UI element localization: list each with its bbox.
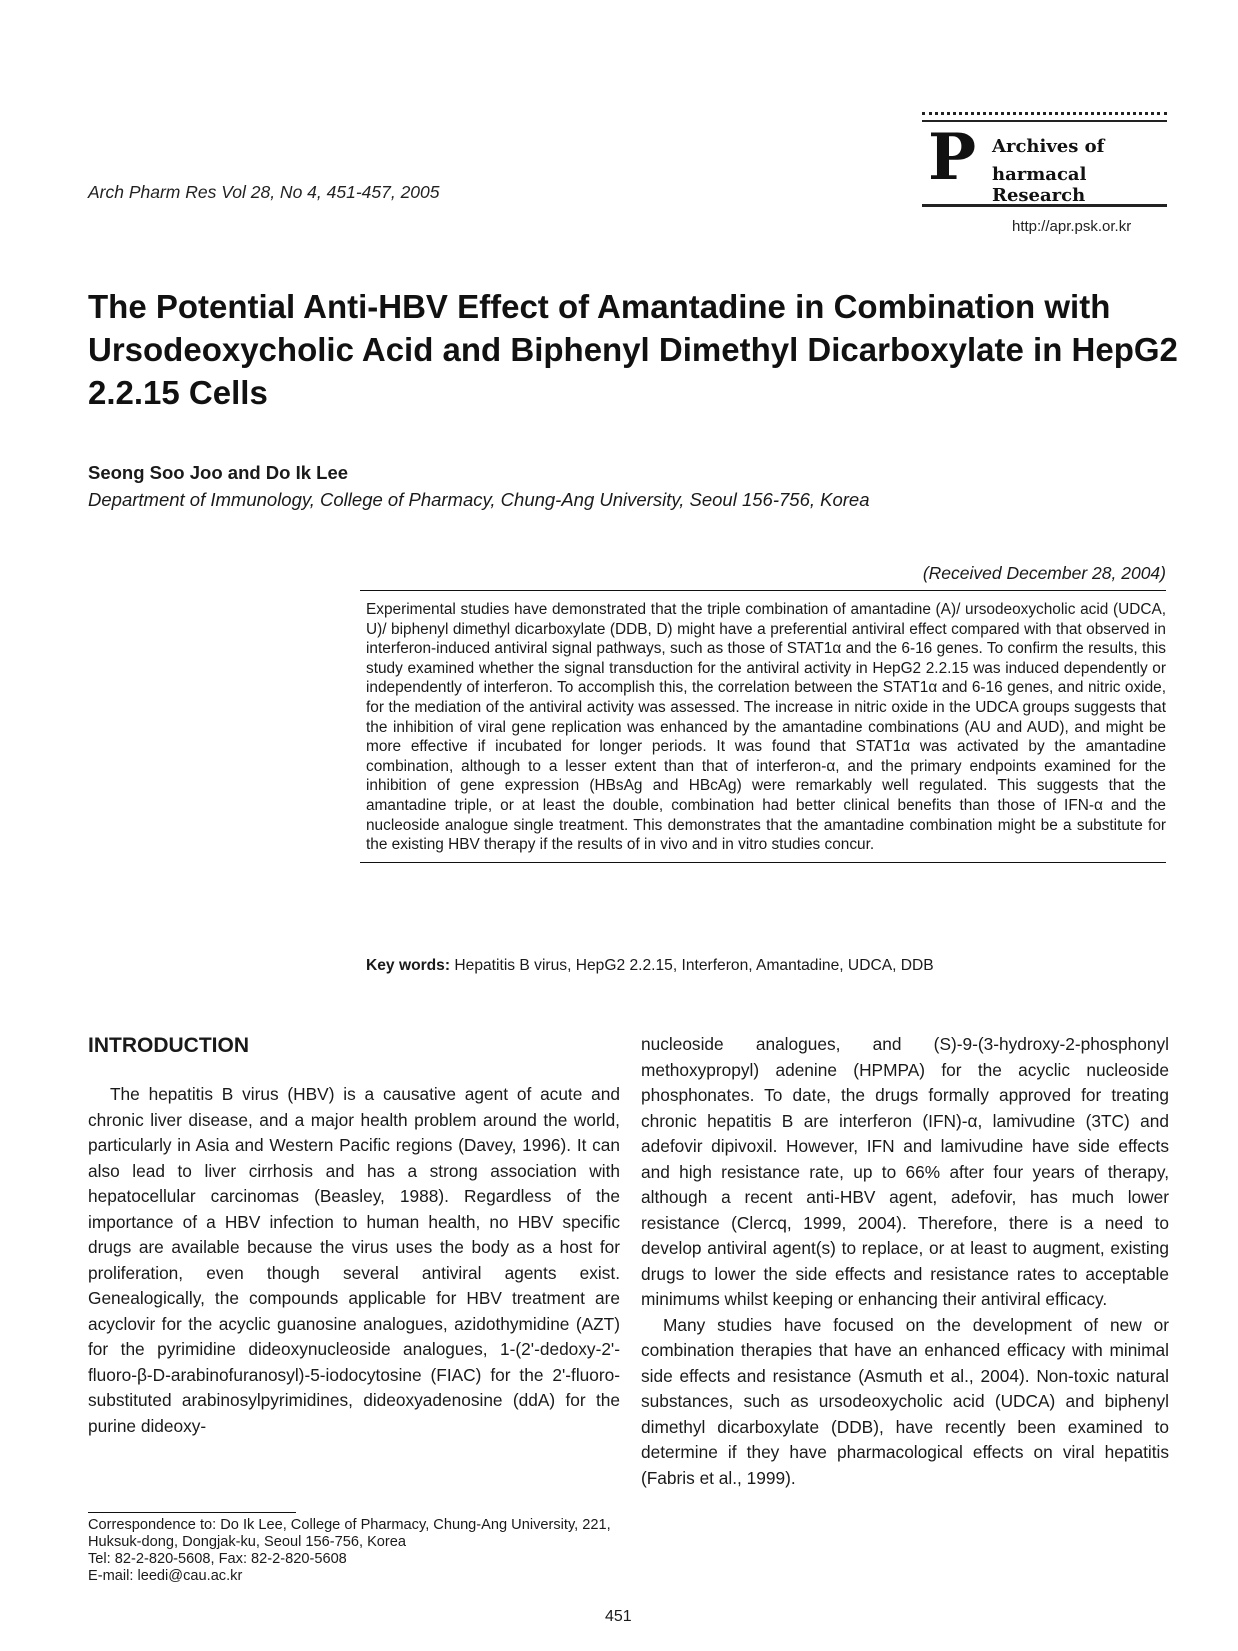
abstract-box <box>360 590 1166 863</box>
keywords-list: Hepatitis B virus, HepG2 2.2.15, Interferon, Amantadine, UDCA, DDB <box>454 957 934 974</box>
intro-paragraph-1: The hepatitis B virus (HBV) is a causative agent of acute and chronic liver disease, and a major health problem around the world, particularly in Asia and Western Pacific regions (Davey, 1996). It can also lead to liver cirrhosis and has a strong association with hepatocellular carcinomas (Beasley, 1988). Regardless of the importance of a HBV infection to human health, no HBV specific drugs are available because the virus uses the body as a host for proliferation, even though several antiviral agents exist. Genealogically, the compounds applicable for HBV treatment are acyclovir for the acyclic guanosine analogues, azidothymidine (AZT) for the pyrimidine dideoxynucleoside analogues, 1-(2'-dedoxy-2'-fluoro-β-D-arabinofuranosyl)-5-iodocytosine (FIAC) for the 2'-fluoro-substituted arabinosylpyrimidines, dideoxyadenosine (ddA) for the purine dideoxy- <box>88 1084 620 1436</box>
left-column <box>88 1082 620 1439</box>
journal-citation: Arch Pharm Res Vol 28, No 4, 451-457, 2005 <box>88 182 440 202</box>
correspondence-footnote <box>88 1517 623 1585</box>
footnote-rule <box>88 1512 296 1513</box>
keywords <box>366 957 934 975</box>
logo-text-line1: Archives of <box>992 136 1105 157</box>
article-authors: Seong Soo Joo and Do Ik Lee <box>88 462 349 483</box>
intro-paragraph-1-continued: nucleoside analogues, and (S)-9-(3-hydroxy-2-phosphonyl methoxypropyl) adenine (HPMPA) for the acyclic nucleoside phosphonates. To date, the drugs formally approved for treating chronic hepatitis B are interferon (IFN)-α, lamivudine (3TC) and adefovir dipivoxil. However, IFN and lamivudine have side effects and high resistance rate, up to 66% after four years of therapy, although a recent anti-HBV agent, adefovir, has much lower resistance (Clercq, 1999, 2004). Therefore, there is a need to develop antiviral agent(s) to replace, or at least to augment, existing drugs to lower the side effects and resistance rates to acceptable minimums whilst keeping or enhancing their antiviral efficacy. <box>641 1034 1169 1309</box>
footnote-email[interactable]: E-mail: leedi@cau.ac.kr <box>88 1568 243 1584</box>
footnote-phone: Tel: 82-2-820-5608, Fax: 82-2-820-5608 <box>88 1551 347 1567</box>
journal-url[interactable]: http://apr.psk.or.kr <box>1012 218 1132 235</box>
logo-text-line2: harmacal Research <box>992 164 1087 206</box>
intro-paragraph-2: Many studies have focused on the development of new or combination therapies that have an enhanced efficacy with minimal side effects and resistance (Asmuth et al., 2004). Non-toxic natural substances, such as ursodeoxycholic acid (UDCA) and biphenyl dimethyl dicarboxylate (DDB), have recently been examined to determine if they have pharmacological effects on viral hepatitis (Fabris et al., 1999). <box>641 1314 1169 1488</box>
logo-letter: P <box>928 120 977 195</box>
author-affiliation: Department of Immunology, College of Pharmacy, Chung-Ang University, Seoul 156-756, Korea <box>88 489 870 510</box>
section-heading-introduction: INTRODUCTION <box>88 1034 249 1057</box>
footnote-address: Correspondence to: Do Ik Lee, College of Pharmacy, Chung-Ang University, 221, Huksuk-dong, Dongjak-ku, Seoul 156-756, Korea <box>88 1517 611 1550</box>
logo-bottom-rule <box>922 204 1167 211</box>
abstract-text: Experimental studies have demonstrated that the triple combination of amantadine (A)/ ursodeoxycholic acid (UDCA, U)/ biphenyl dimethyl dicarboxylate (DDB, D) might have a preferential antiviral effect compared with that observed in interferon-induced antiviral signal pathways, such as those of STAT1α and the 6-16 genes. To confirm the results, this study examined whether the signal transduction for the antiviral activity in HepG2 2.2.15 was induced dependently or independently of interferon. To accomplish this, the correlation between the STAT1α and 6-16 genes, and nitric oxide, for the mediation of the antiviral activity was assessed. The increase in nitric oxide in the UDCA groups suggests that the inhibition of viral gene replication was enhanced by the amantadine combinations (AU and AUD), and might be more effective if incubated for longer periods. It was found that STAT1α was activated by the amantadine combination, although to a lesser extent than that of interferon-α, and the primary endpoints examined for the inhibition of gene expression (HBsAg and HBcAg) were remarkably well regulated. This suggests that the amantadine triple, or at least the double, combination had better clinical benefits than those of IFN-α and the nucleoside analogue single treatment. This demonstrates that the amantadine combination might be a substitute for the existing HBV therapy if the results of in vivo and in vitro studies concur. <box>366 601 1166 854</box>
article-title: The Potential Anti-HBV Effect of Amantadine in Combination with Ursodeoxycholic Acid and Biphenyl Dimethyl Dicarboxylate in HepG2 2.2.15 Cells <box>88 288 1178 411</box>
right-column <box>641 1032 1169 1491</box>
keywords-label: Key words: <box>366 957 451 974</box>
journal-logo <box>922 112 1167 212</box>
page-number: 451 <box>605 1608 632 1625</box>
received-date: (Received December 28, 2004) <box>922 563 1166 583</box>
